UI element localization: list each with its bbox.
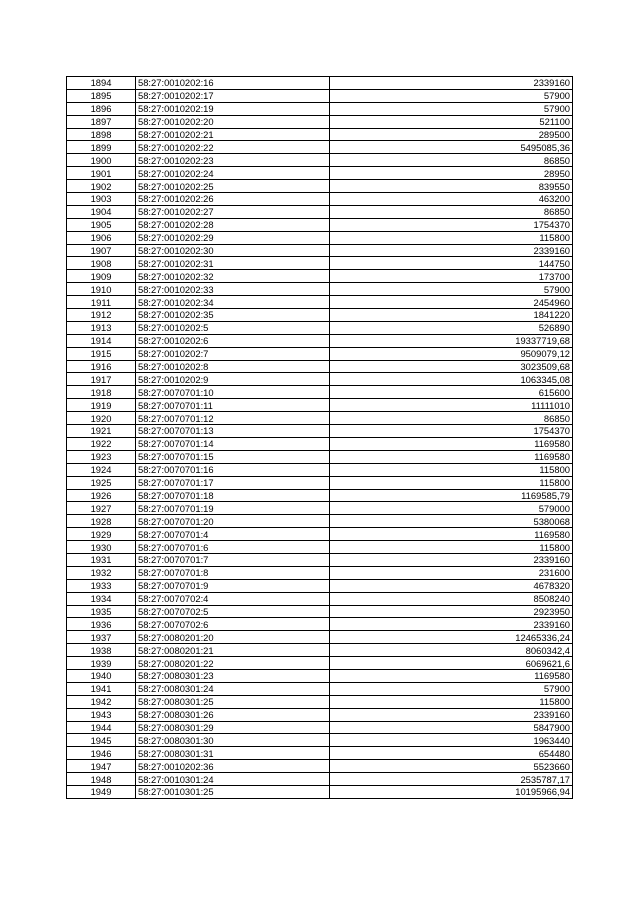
cadastral-number-cell: 58:27:0010202:22 bbox=[136, 141, 330, 154]
value-cell: 8060342,4 bbox=[330, 644, 573, 657]
cadastral-number-cell: 58:27:0080301:26 bbox=[136, 708, 330, 721]
value-cell: 8508240 bbox=[330, 592, 573, 605]
row-number-cell: 1903 bbox=[67, 193, 136, 206]
row-number-cell: 1917 bbox=[67, 373, 136, 386]
value-cell: 2339160 bbox=[330, 553, 573, 566]
row-number-cell: 1935 bbox=[67, 605, 136, 618]
row-number-cell: 1929 bbox=[67, 528, 136, 541]
value-cell: 1169585,79 bbox=[330, 489, 573, 502]
row-number-cell: 1907 bbox=[67, 244, 136, 257]
row-number-cell: 1933 bbox=[67, 579, 136, 592]
table-row bbox=[67, 721, 573, 734]
row-number-cell: 1904 bbox=[67, 205, 136, 218]
table-row bbox=[67, 747, 573, 760]
value-cell: 57900 bbox=[330, 89, 573, 102]
cadastral-number-cell: 58:27:0070701:8 bbox=[136, 566, 330, 579]
value-cell: 289500 bbox=[330, 128, 573, 141]
value-cell: 839550 bbox=[330, 180, 573, 193]
cadastral-number-cell: 58:27:0070701:15 bbox=[136, 450, 330, 463]
value-cell: 2454960 bbox=[330, 296, 573, 309]
cadastral-number-cell: 58:27:0070702:4 bbox=[136, 592, 330, 605]
table-row bbox=[67, 682, 573, 695]
cadastral-number-cell: 58:27:0070701:7 bbox=[136, 553, 330, 566]
value-cell: 57900 bbox=[330, 283, 573, 296]
row-number-cell: 1910 bbox=[67, 283, 136, 296]
value-cell: 1169580 bbox=[330, 528, 573, 541]
table-row bbox=[67, 270, 573, 283]
value-cell: 5495085,36 bbox=[330, 141, 573, 154]
value-cell: 86850 bbox=[330, 412, 573, 425]
table-row bbox=[67, 244, 573, 257]
row-number-cell: 1898 bbox=[67, 128, 136, 141]
value-cell: 115800 bbox=[330, 231, 573, 244]
table-row bbox=[67, 579, 573, 592]
cadastral-number-cell: 58:27:0010202:29 bbox=[136, 231, 330, 244]
cadastral-number-cell: 58:27:0010202:5 bbox=[136, 321, 330, 334]
cadastral-number-cell: 58:27:0010202:16 bbox=[136, 77, 330, 90]
table-row bbox=[67, 373, 573, 386]
row-number-cell: 1921 bbox=[67, 425, 136, 438]
value-cell: 115800 bbox=[330, 463, 573, 476]
row-number-cell: 1905 bbox=[67, 218, 136, 231]
value-cell: 463200 bbox=[330, 193, 573, 206]
table-row bbox=[67, 347, 573, 360]
row-number-cell: 1931 bbox=[67, 553, 136, 566]
row-number-cell: 1901 bbox=[67, 167, 136, 180]
table-row bbox=[67, 231, 573, 244]
row-number-cell: 1908 bbox=[67, 257, 136, 270]
table-row bbox=[67, 115, 573, 128]
value-cell: 5847900 bbox=[330, 721, 573, 734]
table-row bbox=[67, 450, 573, 463]
row-number-cell: 1938 bbox=[67, 644, 136, 657]
table-row bbox=[67, 515, 573, 528]
table-row bbox=[67, 785, 573, 798]
table-row bbox=[67, 425, 573, 438]
table-row bbox=[67, 360, 573, 373]
cadastral-number-cell: 58:27:0010202:33 bbox=[136, 283, 330, 296]
cadastral-number-cell: 58:27:0070701:17 bbox=[136, 476, 330, 489]
value-cell: 1841220 bbox=[330, 309, 573, 322]
value-cell: 654480 bbox=[330, 747, 573, 760]
table-row bbox=[67, 399, 573, 412]
row-number-cell: 1945 bbox=[67, 734, 136, 747]
table-row bbox=[67, 296, 573, 309]
cadastral-number-cell: 58:27:0010202:36 bbox=[136, 760, 330, 773]
cadastral-number-cell: 58:27:0080201:22 bbox=[136, 657, 330, 670]
row-number-cell: 1944 bbox=[67, 721, 136, 734]
cadastral-number-cell: 58:27:0010301:24 bbox=[136, 773, 330, 786]
table-row bbox=[67, 205, 573, 218]
value-cell: 3023509,68 bbox=[330, 360, 573, 373]
table-row bbox=[67, 657, 573, 670]
cadastral-number-cell: 58:27:0080301:23 bbox=[136, 669, 330, 682]
row-number-cell: 1902 bbox=[67, 180, 136, 193]
value-cell: 526890 bbox=[330, 321, 573, 334]
row-number-cell: 1900 bbox=[67, 154, 136, 167]
value-cell: 2535787,17 bbox=[330, 773, 573, 786]
cadastral-number-cell: 58:27:0070701:20 bbox=[136, 515, 330, 528]
row-number-cell: 1916 bbox=[67, 360, 136, 373]
value-cell: 5523660 bbox=[330, 760, 573, 773]
cadastral-number-cell: 58:27:0070701:4 bbox=[136, 528, 330, 541]
value-cell: 115800 bbox=[330, 695, 573, 708]
cadastral-number-cell: 58:27:0010202:21 bbox=[136, 128, 330, 141]
cadastral-number-cell: 58:27:0070701:13 bbox=[136, 425, 330, 438]
cadastral-number-cell: 58:27:0070701:16 bbox=[136, 463, 330, 476]
table-row bbox=[67, 489, 573, 502]
value-cell: 1169580 bbox=[330, 450, 573, 463]
cadastral-number-cell: 58:27:0010202:8 bbox=[136, 360, 330, 373]
value-cell: 173700 bbox=[330, 270, 573, 283]
table-row bbox=[67, 218, 573, 231]
row-number-cell: 1899 bbox=[67, 141, 136, 154]
row-number-cell: 1896 bbox=[67, 102, 136, 115]
cadastral-number-cell: 58:27:0080201:20 bbox=[136, 631, 330, 644]
table-row bbox=[67, 77, 573, 90]
table-row bbox=[67, 605, 573, 618]
table-row bbox=[67, 734, 573, 747]
value-cell: 86850 bbox=[330, 154, 573, 167]
row-number-cell: 1925 bbox=[67, 476, 136, 489]
table-row bbox=[67, 193, 573, 206]
row-number-cell: 1942 bbox=[67, 695, 136, 708]
table-row bbox=[67, 283, 573, 296]
value-cell: 615600 bbox=[330, 386, 573, 399]
table-row bbox=[67, 528, 573, 541]
value-cell: 1754370 bbox=[330, 425, 573, 438]
row-number-cell: 1940 bbox=[67, 669, 136, 682]
table-body bbox=[67, 77, 573, 799]
table-row bbox=[67, 566, 573, 579]
value-cell: 2339160 bbox=[330, 708, 573, 721]
row-number-cell: 1914 bbox=[67, 334, 136, 347]
table-row bbox=[67, 89, 573, 102]
cadastral-number-cell: 58:27:0010301:25 bbox=[136, 785, 330, 798]
table-row bbox=[67, 167, 573, 180]
table-row bbox=[67, 412, 573, 425]
cadastral-number-cell: 58:27:0070701:6 bbox=[136, 541, 330, 554]
cadastral-number-cell: 58:27:0010202:24 bbox=[136, 167, 330, 180]
value-cell: 57900 bbox=[330, 102, 573, 115]
cadastral-number-cell: 58:27:0010202:17 bbox=[136, 89, 330, 102]
row-number-cell: 1947 bbox=[67, 760, 136, 773]
cadastral-number-cell: 58:27:0080301:29 bbox=[136, 721, 330, 734]
cadastral-number-cell: 58:27:0080301:25 bbox=[136, 695, 330, 708]
cadastral-number-cell: 58:27:0010202:20 bbox=[136, 115, 330, 128]
value-cell: 1963440 bbox=[330, 734, 573, 747]
cadastral-number-cell: 58:27:0070702:5 bbox=[136, 605, 330, 618]
value-cell: 1169580 bbox=[330, 437, 573, 450]
row-number-cell: 1911 bbox=[67, 296, 136, 309]
row-number-cell: 1922 bbox=[67, 437, 136, 450]
value-cell: 2339160 bbox=[330, 244, 573, 257]
cadastral-number-cell: 58:27:0080201:21 bbox=[136, 644, 330, 657]
row-number-cell: 1943 bbox=[67, 708, 136, 721]
row-number-cell: 1912 bbox=[67, 309, 136, 322]
row-number-cell: 1934 bbox=[67, 592, 136, 605]
table-row bbox=[67, 476, 573, 489]
row-number-cell: 1924 bbox=[67, 463, 136, 476]
table-row bbox=[67, 592, 573, 605]
value-cell: 1754370 bbox=[330, 218, 573, 231]
table-row bbox=[67, 502, 573, 515]
value-cell: 115800 bbox=[330, 476, 573, 489]
table-row bbox=[67, 321, 573, 334]
table-row bbox=[67, 309, 573, 322]
table-row bbox=[67, 257, 573, 270]
value-cell: 4678320 bbox=[330, 579, 573, 592]
cadastral-value-table bbox=[66, 76, 573, 799]
table-row bbox=[67, 618, 573, 631]
row-number-cell: 1926 bbox=[67, 489, 136, 502]
table-row bbox=[67, 154, 573, 167]
row-number-cell: 1949 bbox=[67, 785, 136, 798]
value-cell: 57900 bbox=[330, 682, 573, 695]
cadastral-number-cell: 58:27:0070701:11 bbox=[136, 399, 330, 412]
cadastral-number-cell: 58:27:0010202:7 bbox=[136, 347, 330, 360]
row-number-cell: 1946 bbox=[67, 747, 136, 760]
row-number-cell: 1915 bbox=[67, 347, 136, 360]
value-cell: 19337719,68 bbox=[330, 334, 573, 347]
table-row bbox=[67, 463, 573, 476]
value-cell: 2339160 bbox=[330, 77, 573, 90]
table-row bbox=[67, 334, 573, 347]
value-cell: 1063345,08 bbox=[330, 373, 573, 386]
cadastral-number-cell: 58:27:0070701:10 bbox=[136, 386, 330, 399]
table-row bbox=[67, 695, 573, 708]
row-number-cell: 1948 bbox=[67, 773, 136, 786]
row-number-cell: 1936 bbox=[67, 618, 136, 631]
value-cell: 144750 bbox=[330, 257, 573, 270]
row-number-cell: 1909 bbox=[67, 270, 136, 283]
row-number-cell: 1941 bbox=[67, 682, 136, 695]
value-cell: 2339160 bbox=[330, 618, 573, 631]
value-cell: 6069621,6 bbox=[330, 657, 573, 670]
row-number-cell: 1913 bbox=[67, 321, 136, 334]
value-cell: 86850 bbox=[330, 205, 573, 218]
value-cell: 1169580 bbox=[330, 669, 573, 682]
cadastral-number-cell: 58:27:0010202:27 bbox=[136, 205, 330, 218]
table-row bbox=[67, 437, 573, 450]
table-row bbox=[67, 386, 573, 399]
value-cell: 115800 bbox=[330, 541, 573, 554]
value-cell: 10195966,94 bbox=[330, 785, 573, 798]
table-row bbox=[67, 760, 573, 773]
table-row bbox=[67, 180, 573, 193]
cadastral-number-cell: 58:27:0010202:9 bbox=[136, 373, 330, 386]
cadastral-number-cell: 58:27:0010202:35 bbox=[136, 309, 330, 322]
value-cell: 12465336,24 bbox=[330, 631, 573, 644]
table-row bbox=[67, 669, 573, 682]
value-cell: 579000 bbox=[330, 502, 573, 515]
table-row bbox=[67, 541, 573, 554]
value-cell: 521100 bbox=[330, 115, 573, 128]
cadastral-number-cell: 58:27:0070701:18 bbox=[136, 489, 330, 502]
cadastral-number-cell: 58:27:0010202:25 bbox=[136, 180, 330, 193]
cadastral-number-cell: 58:27:0070701:12 bbox=[136, 412, 330, 425]
cadastral-number-cell: 58:27:0010202:32 bbox=[136, 270, 330, 283]
cadastral-number-cell: 58:27:0080301:30 bbox=[136, 734, 330, 747]
table-row bbox=[67, 141, 573, 154]
cadastral-number-cell: 58:27:0010202:19 bbox=[136, 102, 330, 115]
table-row bbox=[67, 708, 573, 721]
cadastral-number-cell: 58:27:0010202:30 bbox=[136, 244, 330, 257]
cadastral-number-cell: 58:27:0010202:6 bbox=[136, 334, 330, 347]
cadastral-number-cell: 58:27:0070701:9 bbox=[136, 579, 330, 592]
value-cell: 2923950 bbox=[330, 605, 573, 618]
row-number-cell: 1928 bbox=[67, 515, 136, 528]
cadastral-number-cell: 58:27:0070702:6 bbox=[136, 618, 330, 631]
value-cell: 5380068 bbox=[330, 515, 573, 528]
row-number-cell: 1932 bbox=[67, 566, 136, 579]
row-number-cell: 1906 bbox=[67, 231, 136, 244]
cadastral-number-cell: 58:27:0010202:23 bbox=[136, 154, 330, 167]
table-row bbox=[67, 553, 573, 566]
row-number-cell: 1918 bbox=[67, 386, 136, 399]
cadastral-number-cell: 58:27:0010202:34 bbox=[136, 296, 330, 309]
cadastral-number-cell: 58:27:0080301:24 bbox=[136, 682, 330, 695]
value-cell: 9509079,12 bbox=[330, 347, 573, 360]
row-number-cell: 1920 bbox=[67, 412, 136, 425]
table-row bbox=[67, 644, 573, 657]
row-number-cell: 1923 bbox=[67, 450, 136, 463]
value-cell: 231600 bbox=[330, 566, 573, 579]
cadastral-number-cell: 58:27:0070701:14 bbox=[136, 437, 330, 450]
cadastral-number-cell: 58:27:0070701:19 bbox=[136, 502, 330, 515]
row-number-cell: 1894 bbox=[67, 77, 136, 90]
table-row bbox=[67, 102, 573, 115]
row-number-cell: 1930 bbox=[67, 541, 136, 554]
value-cell: 28950 bbox=[330, 167, 573, 180]
row-number-cell: 1897 bbox=[67, 115, 136, 128]
cadastral-number-cell: 58:27:0080301:31 bbox=[136, 747, 330, 760]
row-number-cell: 1895 bbox=[67, 89, 136, 102]
row-number-cell: 1919 bbox=[67, 399, 136, 412]
row-number-cell: 1939 bbox=[67, 657, 136, 670]
table-row bbox=[67, 773, 573, 786]
cadastral-number-cell: 58:27:0010202:28 bbox=[136, 218, 330, 231]
table-row bbox=[67, 631, 573, 644]
table-row bbox=[67, 128, 573, 141]
cadastral-number-cell: 58:27:0010202:31 bbox=[136, 257, 330, 270]
row-number-cell: 1937 bbox=[67, 631, 136, 644]
value-cell: 11111010 bbox=[330, 399, 573, 412]
row-number-cell: 1927 bbox=[67, 502, 136, 515]
cadastral-number-cell: 58:27:0010202:26 bbox=[136, 193, 330, 206]
